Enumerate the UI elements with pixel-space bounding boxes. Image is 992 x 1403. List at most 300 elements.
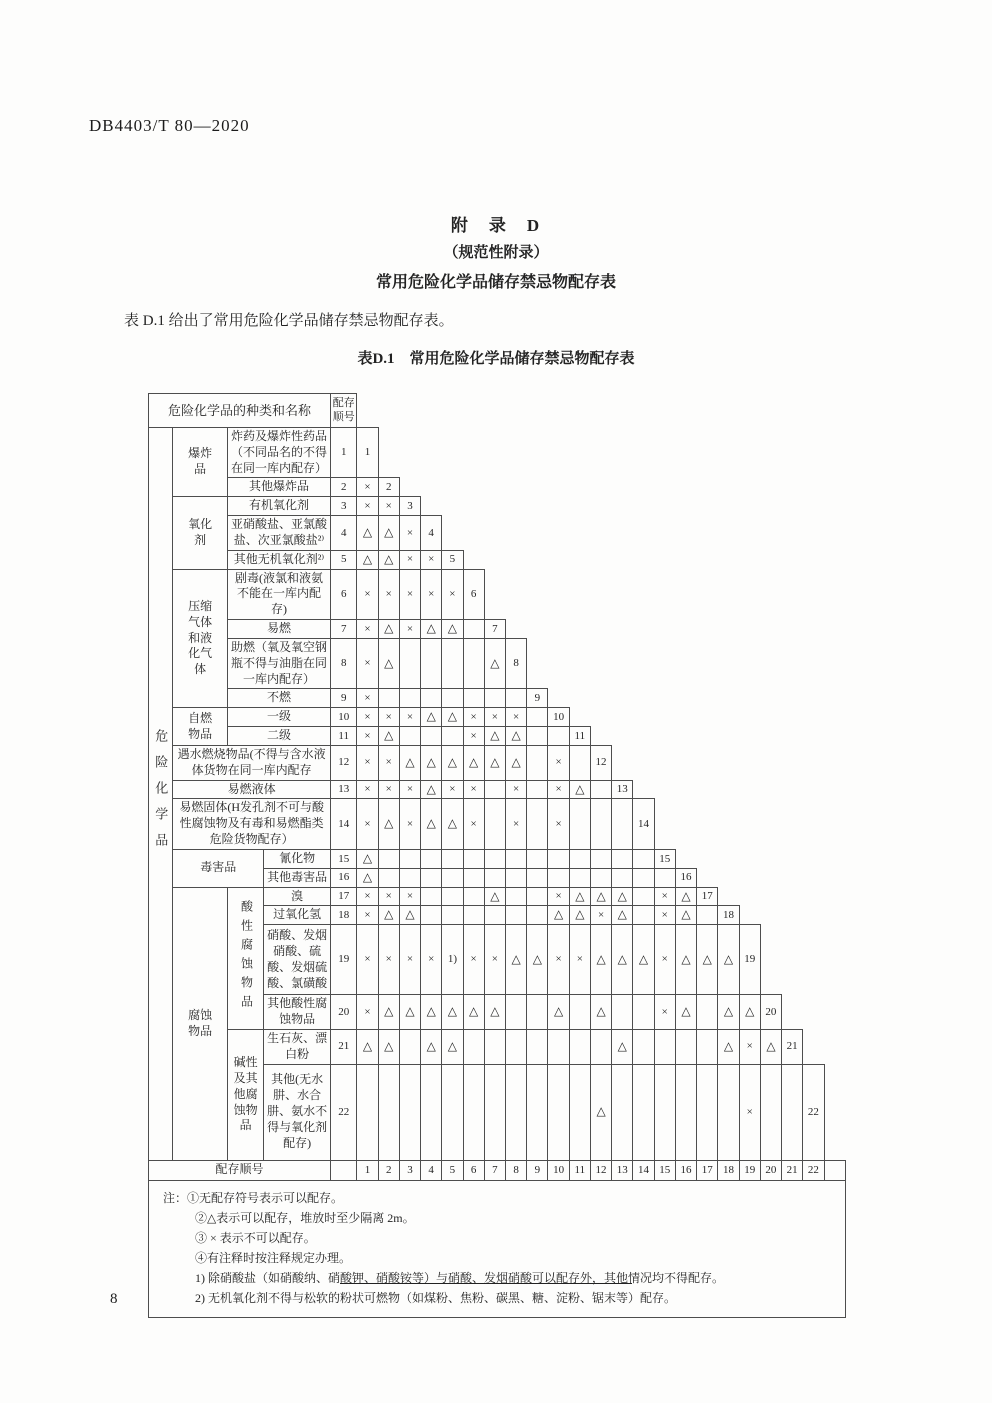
diagonal-seq-cell: 3 [399, 497, 420, 516]
matrix-cell: △ [357, 1029, 378, 1064]
matrix-cell: △ [569, 906, 590, 925]
name-cell: 过氧化氢 [264, 906, 331, 925]
table-row [149, 620, 846, 639]
matrix-cell [675, 1029, 696, 1064]
matrix-cell [654, 1029, 675, 1064]
matrix-cell: △ [612, 906, 633, 925]
matrix-cell: × [357, 620, 378, 639]
matrix-cell [569, 995, 590, 1030]
table-row [149, 478, 846, 497]
matrix-cell: △ [718, 925, 739, 995]
bottom-seq-label: 配存顺号 [149, 1160, 331, 1180]
matrix-cell: × [378, 745, 399, 780]
diagonal-seq-cell: 1 [357, 428, 378, 478]
matrix-cell [633, 906, 654, 925]
matrix-cell: △ [760, 1029, 781, 1064]
matrix-cell [633, 849, 654, 868]
table-row [149, 780, 846, 799]
matrix-cell [506, 868, 527, 887]
seq-cell: 11 [331, 727, 357, 746]
matrix-cell: × [739, 1029, 760, 1064]
matrix-cell: × [357, 708, 378, 727]
bottom-filler-cell [824, 1160, 845, 1180]
matrix-cell [569, 1064, 590, 1160]
matrix-cell: × [739, 1064, 760, 1160]
matrix-cell: × [654, 887, 675, 906]
name-cell: 亚硝酸盐、亚氯酸盐、次亚氯酸盐²⁾ [227, 516, 330, 551]
matrix-cell: × [548, 925, 569, 995]
matrix-cell: × [399, 516, 420, 551]
matrix-cell [697, 1029, 718, 1064]
matrix-cell [463, 887, 484, 906]
matrix-cell: △ [506, 727, 527, 746]
matrix-cell: × [506, 708, 527, 727]
matrix-cell: × [463, 708, 484, 727]
matrix-cell: △ [612, 925, 633, 995]
matrix-cell: △ [548, 995, 569, 1030]
matrix-cell [633, 1064, 654, 1160]
matrix-cell [569, 1029, 590, 1064]
matrix-cell [654, 868, 675, 887]
note-line-4: ④有注释时按注释规定办理。 [195, 1250, 352, 1265]
matrix-cell: △ [612, 1029, 633, 1064]
category-cell: 毒害品 [173, 849, 264, 887]
matrix-cell: △ [357, 868, 378, 887]
matrix-cell [484, 1064, 505, 1160]
matrix-cell [569, 799, 590, 849]
matrix-cell [399, 638, 420, 688]
matrix-cell: △ [442, 745, 463, 780]
table-row [149, 849, 846, 868]
matrix-cell [527, 995, 548, 1030]
name-cell: 氰化物 [264, 849, 331, 868]
footer-rule [340, 1283, 632, 1284]
note-line-2: ②△表示可以配存，堆放时至少隔离 2m。 [195, 1210, 415, 1225]
notes-row [149, 1180, 846, 1317]
matrix-cell: △ [484, 638, 505, 688]
category-cell [173, 569, 228, 708]
matrix-cell [421, 727, 442, 746]
bottom-seq-number: 3 [399, 1160, 420, 1180]
matrix-cell: × [484, 925, 505, 995]
matrix-cell [527, 745, 548, 780]
subcategory-cell [227, 887, 263, 1029]
diagonal-seq-cell: 4 [421, 516, 442, 551]
matrix-cell: △ [378, 995, 399, 1030]
appendix-title: 常用危险化学品储存禁忌物配存表 [375, 274, 616, 291]
matrix-cell: △ [378, 620, 399, 639]
matrix-cell [590, 1029, 611, 1064]
matrix-cell: △ [378, 906, 399, 925]
matrix-cell [421, 689, 442, 708]
matrix-cell: × [569, 925, 590, 995]
name-cell: 溴 [264, 887, 331, 906]
matrix-cell [675, 1064, 696, 1160]
matrix-cell [442, 727, 463, 746]
matrix-cell [633, 868, 654, 887]
seq-cell: 12 [331, 745, 357, 780]
diagonal-seq-cell: 7 [484, 620, 505, 639]
matrix-cell: × [378, 887, 399, 906]
matrix-cell [378, 1064, 399, 1160]
table-row [149, 727, 846, 746]
matrix-cell: △ [484, 727, 505, 746]
matrix-cell: △ [378, 1029, 399, 1064]
diagonal-seq-cell: 20 [760, 995, 781, 1030]
matrix-cell: × [399, 887, 420, 906]
matrix-cell [612, 849, 633, 868]
matrix-cell: △ [527, 925, 548, 995]
matrix-cell [718, 1064, 739, 1160]
matrix-cell: × [463, 727, 484, 746]
diagonal-seq-cell: 19 [739, 925, 760, 995]
bottom-seq-number: 1 [357, 1160, 378, 1180]
appendix-label: 附 录 D [450, 216, 542, 235]
matrix-cell: △ [378, 638, 399, 688]
category-cell [173, 708, 228, 746]
seq-cell: 19 [331, 925, 357, 995]
diagonal-seq-cell: 5 [442, 550, 463, 569]
appendix-kind: （规范性附录） [443, 245, 549, 261]
table-row [149, 1029, 846, 1064]
seq-cell: 2 [331, 478, 357, 497]
matrix-cell: △ [590, 887, 611, 906]
matrix-cell: × [357, 799, 378, 849]
matrix-cell: △ [442, 708, 463, 727]
matrix-cell: × [357, 497, 378, 516]
matrix-cell [633, 887, 654, 906]
matrix-cell [399, 849, 420, 868]
matrix-cell: △ [378, 727, 399, 746]
matrix-cell [760, 1064, 781, 1160]
matrix-cell: △ [675, 925, 696, 995]
bottom-seq-number: 12 [590, 1160, 611, 1180]
matrix-cell [548, 1029, 569, 1064]
matrix-cell: × [357, 745, 378, 780]
matrix-cell: △ [739, 995, 760, 1030]
seq-cell: 14 [331, 799, 357, 849]
matrix-cell [548, 849, 569, 868]
matrix-cell [357, 1064, 378, 1160]
diagonal-seq-cell: 10 [548, 708, 569, 727]
matrix-cell [421, 906, 442, 925]
seq-cell: 18 [331, 906, 357, 925]
matrix-cell: × [548, 780, 569, 799]
matrix-cell: △ [484, 995, 505, 1030]
matrix-cell: × [463, 780, 484, 799]
matrix-cell: △ [442, 995, 463, 1030]
diagonal-seq-cell: 13 [612, 780, 633, 799]
seq-cell: 13 [331, 780, 357, 799]
table-row [149, 428, 846, 478]
matrix-cell: × [399, 925, 420, 995]
matrix-cell [442, 638, 463, 688]
matrix-cell [697, 906, 718, 925]
matrix-cell [697, 995, 718, 1030]
matrix-cell: △ [399, 745, 420, 780]
matrix-cell [527, 906, 548, 925]
matrix-cell: △ [378, 516, 399, 551]
diagonal-seq-cell: 9 [527, 689, 548, 708]
matrix-cell [399, 727, 420, 746]
seq-cell: 16 [331, 868, 357, 887]
category-label: 自燃物品 [188, 710, 213, 741]
seq-cell: 10 [331, 708, 357, 727]
matrix-cell [569, 745, 590, 780]
matrix-cell: × [357, 638, 378, 688]
matrix-cell: × [378, 925, 399, 995]
matrix-cell: △ [357, 516, 378, 551]
matrix-cell: × [357, 995, 378, 1030]
matrix-cell [442, 1064, 463, 1160]
category-label: 氧化剂 [188, 517, 213, 547]
bottom-seq-row [149, 1160, 846, 1180]
matrix-cell [463, 868, 484, 887]
table-row [149, 887, 846, 906]
matrix-cell [442, 906, 463, 925]
matrix-cell [484, 906, 505, 925]
matrix-cell: × [399, 780, 420, 799]
matrix-cell: △ [633, 925, 654, 995]
name-cell: 易燃液体 [173, 780, 331, 799]
name-cell: 易燃 [227, 620, 330, 639]
matrix-cell: × [357, 887, 378, 906]
matrix-cell: △ [442, 799, 463, 849]
name-cell: 助燃（氧及氧空钢瓶不得与油脂在同一库内配存） [227, 638, 330, 688]
matrix-cell [378, 868, 399, 887]
matrix-cell: △ [548, 906, 569, 925]
matrix-cell: × [484, 708, 505, 727]
matrix-cell [506, 906, 527, 925]
matrix-cell [399, 689, 420, 708]
standard-code: DB4403/T 80—2020 [89, 116, 250, 135]
bottom-seq-number: 16 [675, 1160, 696, 1180]
matrix-cell: × [399, 708, 420, 727]
matrix-cell: × [442, 569, 463, 619]
note-line-3: ③ × 表示不可以配存。 [195, 1230, 316, 1245]
diagonal-seq-cell: 16 [675, 868, 696, 887]
table-row [149, 516, 846, 551]
diagonal-seq-cell: 6 [463, 569, 484, 619]
bottom-seq-number: 5 [442, 1160, 463, 1180]
matrix-cell [654, 1064, 675, 1160]
matrix-cell: × [463, 925, 484, 995]
seq-cell: 8 [331, 638, 357, 688]
matrix-cell: × [378, 497, 399, 516]
matrix-cell: × [357, 780, 378, 799]
matrix-cell: × [399, 550, 420, 569]
matrix-cell [484, 799, 505, 849]
table-row [149, 689, 846, 708]
matrix-cell [590, 868, 611, 887]
subcategory-cell [227, 1029, 263, 1160]
matrix-cell: × [654, 925, 675, 995]
matrix-cell: △ [590, 995, 611, 1030]
matrix-cell: × [399, 569, 420, 619]
bottom-seq-number: 15 [654, 1160, 675, 1180]
name-cell: 遇水燃烧物品(不得与含水液体货物在同一库内配存 [173, 745, 331, 780]
matrix-cell [612, 995, 633, 1030]
bottom-seq-number: 8 [506, 1160, 527, 1180]
matrix-cell [421, 638, 442, 688]
matrix-cell [612, 1064, 633, 1160]
diagonal-seq-cell: 12 [590, 745, 611, 780]
matrix-cell: △ [421, 745, 442, 780]
matrix-cell [484, 868, 505, 887]
table-header-row [149, 394, 846, 428]
matrix-cell [548, 727, 569, 746]
matrix-cell: × [590, 906, 611, 925]
seq-cell: 1 [331, 428, 357, 478]
bottom-seq-number: 11 [569, 1160, 590, 1180]
bottom-seq-number: 18 [718, 1160, 739, 1180]
diagonal-seq-cell: 22 [803, 1064, 824, 1160]
matrix-cell: × [654, 906, 675, 925]
matrix-cell: △ [463, 995, 484, 1030]
matrix-cell [484, 1029, 505, 1064]
matrix-cell: × [357, 689, 378, 708]
matrix-cell [527, 868, 548, 887]
bottom-seq-number: 22 [803, 1160, 824, 1180]
matrix-cell: △ [399, 995, 420, 1030]
matrix-cell: △ [484, 887, 505, 906]
seq-cell: 4 [331, 516, 357, 551]
seq-cell: 17 [331, 887, 357, 906]
side-label-cell [149, 428, 173, 1161]
name-cell: 剧毒(液氯和液氨不能在一库内配存) [227, 569, 330, 619]
matrix-cell [399, 1064, 420, 1160]
matrix-cell [697, 1064, 718, 1160]
seq-cell: 3 [331, 497, 357, 516]
matrix-cell: △ [357, 550, 378, 569]
matrix-cell [463, 638, 484, 688]
matrix-cell: △ [569, 887, 590, 906]
matrix-cell [484, 849, 505, 868]
name-cell: 有机氧化剂 [227, 497, 330, 516]
matrix-cell [421, 849, 442, 868]
matrix-cell [527, 1064, 548, 1160]
matrix-cell [569, 849, 590, 868]
note-line-6: 2) 无机氧化剂不得与松软的粉状可燃物（如煤粉、焦粉、碳黑、糖、淀粉、锯末等）配存。 [195, 1290, 676, 1305]
matrix-cell: × [421, 569, 442, 619]
matrix-cell [548, 868, 569, 887]
name-cell: 易燃固体(H发孔剂不可与酸性腐蚀物及有毒和易燃酯类危险货物配存） [173, 799, 331, 849]
matrix-cell [527, 799, 548, 849]
matrix-cell [506, 1064, 527, 1160]
bottom-seq-number: 20 [760, 1160, 781, 1180]
table-corner-header: 危险化学品的种类和名称 [149, 394, 331, 428]
matrix-cell: △ [612, 887, 633, 906]
matrix-cell: × [378, 569, 399, 619]
matrix-cell [590, 780, 611, 799]
name-cell: 其他爆炸品 [227, 478, 330, 497]
category-cell [173, 887, 228, 1160]
seq-cell: 20 [331, 995, 357, 1030]
name-cell: 其他酸性腐蚀物品 [264, 995, 331, 1030]
table-row [149, 497, 846, 516]
name-cell: 硝酸、发烟硝酸、硫酸、发烟硫酸、氯磺酸 [264, 925, 331, 995]
matrix-cell: × [463, 799, 484, 849]
table-row [149, 550, 846, 569]
bottom-seq-number: 14 [633, 1160, 654, 1180]
matrix-cell: △ [421, 799, 442, 849]
subcategory-label: 酸性腐蚀物品 [239, 899, 254, 1014]
name-cell: 其他毒害品 [264, 868, 331, 887]
table-row [149, 569, 846, 619]
matrix-cell: × [421, 550, 442, 569]
matrix-cell: △ [675, 995, 696, 1030]
table-row [149, 708, 846, 727]
name-cell: 其他无机氧化剂²⁾ [227, 550, 330, 569]
matrix-cell: × [357, 925, 378, 995]
matrix-cell [633, 1029, 654, 1064]
matrix-cell: × [357, 569, 378, 619]
bottom-seq-number: 10 [548, 1160, 569, 1180]
matrix-cell [527, 780, 548, 799]
matrix-cell: △ [357, 849, 378, 868]
matrix-cell [442, 887, 463, 906]
matrix-cell: △ [421, 620, 442, 639]
table-row [149, 638, 846, 688]
matrix-cell [378, 849, 399, 868]
matrix-cell [506, 887, 527, 906]
matrix-cell: × [357, 906, 378, 925]
matrix-cell: △ [506, 745, 527, 780]
diagonal-seq-cell: 11 [569, 727, 590, 746]
matrix-cell: △ [378, 550, 399, 569]
matrix-cell [590, 849, 611, 868]
matrix-cell [484, 689, 505, 708]
matrix-cell: △ [484, 745, 505, 780]
category-cell [173, 428, 228, 497]
bottom-seq-number: 4 [421, 1160, 442, 1180]
matrix-cell: △ [421, 708, 442, 727]
category-label: 爆炸品 [188, 446, 213, 477]
seq-cell: 22 [331, 1064, 357, 1160]
matrix-cell [506, 995, 527, 1030]
matrix-cell: × [421, 925, 442, 995]
subcategory-label: 碱性及其他腐蚀物品 [233, 1055, 258, 1133]
intro-paragraph: 表 D.1 给出了常用危险化学品储存禁忌物配存表。 [124, 313, 454, 329]
diagonal-seq-cell: 21 [782, 1029, 803, 1064]
matrix-cell: △ [421, 780, 442, 799]
matrix-cell [506, 849, 527, 868]
matrix-cell: △ [463, 745, 484, 780]
matrix-cell: △ [378, 799, 399, 849]
bottom-seq-number: 9 [527, 1160, 548, 1180]
matrix-cell [463, 1029, 484, 1064]
matrix-cell [463, 849, 484, 868]
matrix-cell: 1) [442, 925, 463, 995]
matrix-cell [442, 868, 463, 887]
seq-cell: 21 [331, 1029, 357, 1064]
matrix-cell: × [378, 780, 399, 799]
name-cell: 生石灰、漂白粉 [264, 1029, 331, 1064]
category-label: 压缩气体和液化气体 [188, 598, 213, 677]
matrix-cell: △ [569, 780, 590, 799]
bottom-seq-number: 17 [697, 1160, 718, 1180]
category-label: 腐蚀物品 [188, 1007, 213, 1038]
name-cell: 一级 [227, 708, 330, 727]
matrix-cell: △ [590, 1064, 611, 1160]
diagonal-seq-cell: 14 [633, 799, 654, 849]
name-cell: 二级 [227, 727, 330, 746]
matrix-cell [463, 689, 484, 708]
matrix-cell [527, 1029, 548, 1064]
matrix-cell [527, 887, 548, 906]
name-cell: 炸药及爆炸性药品（不同品名的不得在同一库内配存） [227, 428, 330, 478]
matrix-cell [421, 1064, 442, 1160]
